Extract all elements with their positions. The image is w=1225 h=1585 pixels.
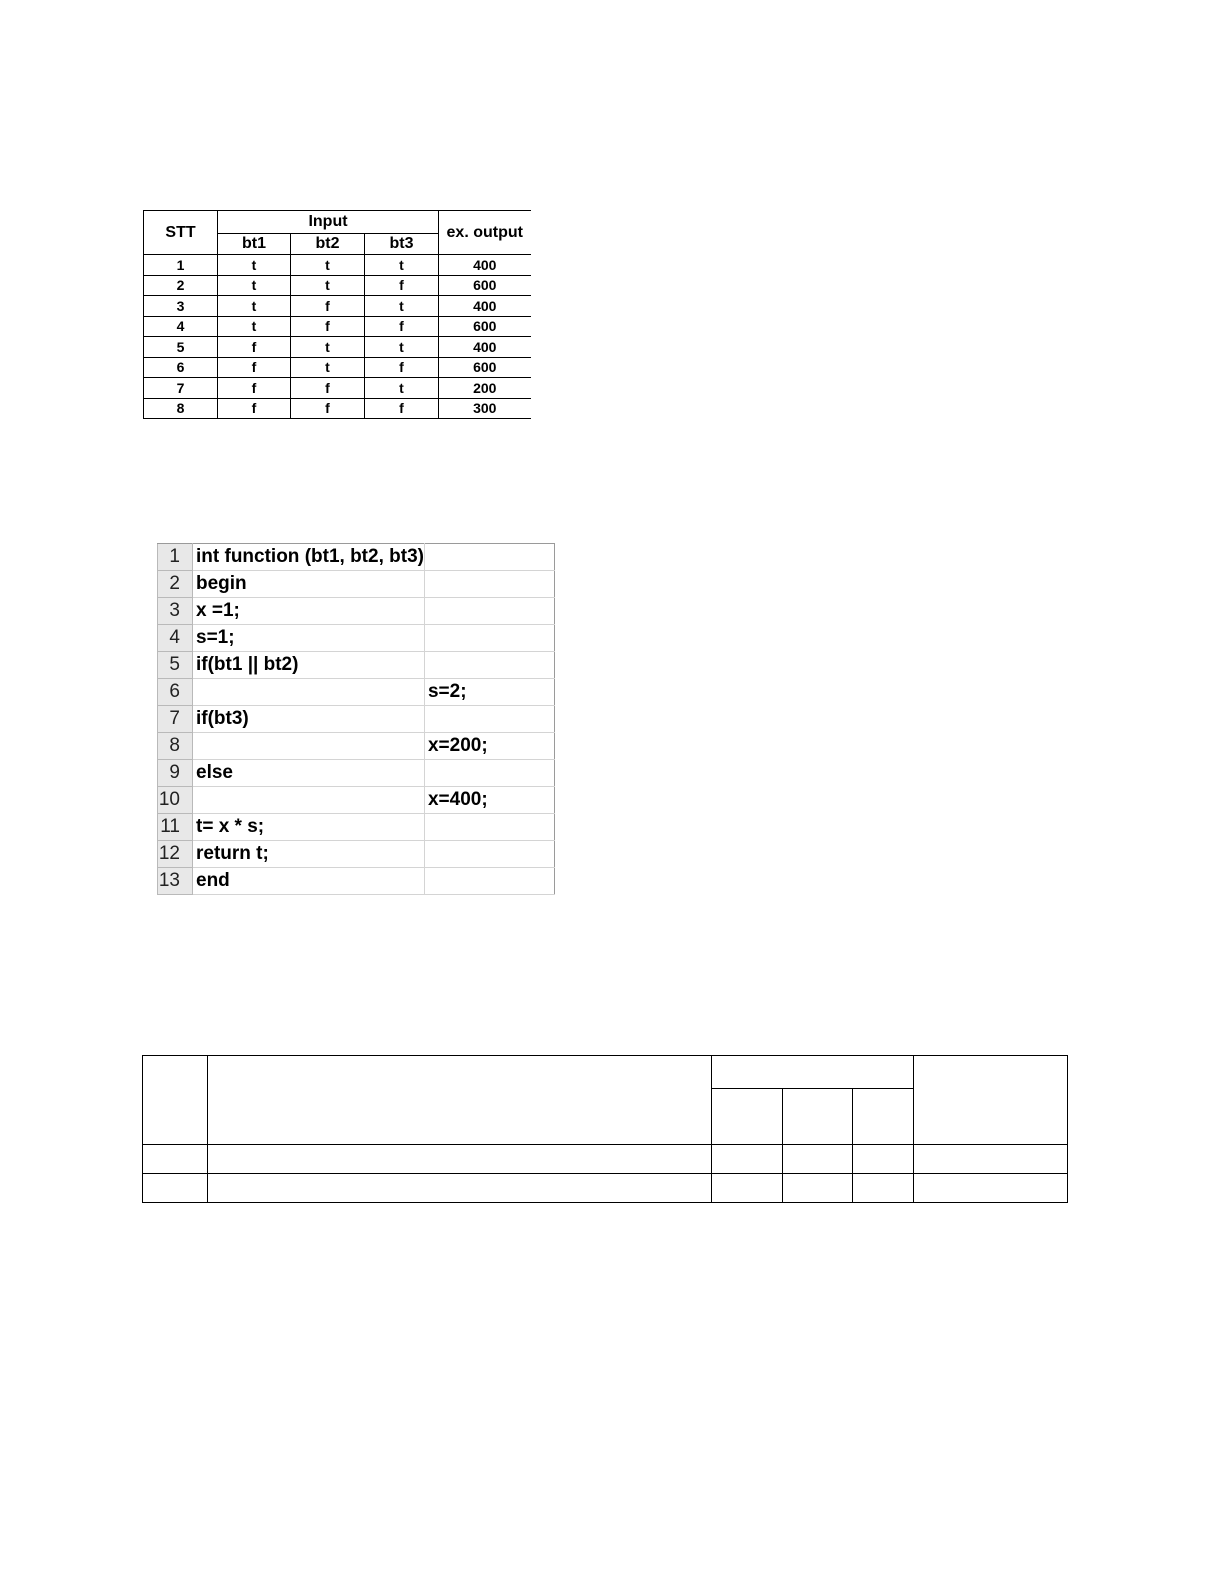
code-cell-a: [193, 733, 425, 760]
empty-cell: [914, 1145, 1068, 1174]
empty-subheader-cell: [712, 1089, 783, 1145]
table-cell: 600: [439, 357, 531, 378]
line-number: 4: [158, 625, 193, 652]
empty-cell: [208, 1145, 712, 1174]
code-cell-b: x=200;: [424, 733, 554, 760]
test-case-rows: [144, 255, 531, 419]
code-cell-b: [424, 571, 554, 598]
empty-header-cell: [712, 1056, 914, 1089]
table-row: [144, 296, 531, 317]
code-cell-a: if(bt3): [193, 706, 425, 733]
table-cell: f: [218, 378, 291, 399]
code-line: [158, 787, 555, 814]
test-case-table-image: [143, 210, 531, 419]
code-cell-a: else: [193, 760, 425, 787]
code-cell-b: [424, 625, 554, 652]
table-cell: 4: [144, 316, 218, 337]
table-cell: 600: [439, 316, 531, 337]
code-listing-table: [157, 543, 555, 895]
table-cell: 7: [144, 378, 218, 399]
table-cell: f: [218, 357, 291, 378]
table-cell: f: [291, 296, 365, 317]
empty-cell: [143, 1174, 208, 1203]
code-cell-b: [424, 760, 554, 787]
table-cell: f: [291, 398, 365, 419]
empty-header-cell: [143, 1056, 208, 1145]
line-number: 9: [158, 760, 193, 787]
code-cell-b: [424, 868, 554, 895]
code-line: [158, 868, 555, 895]
empty-cell: [208, 1174, 712, 1203]
empty-subheader-cell: [853, 1089, 914, 1145]
empty-answer-table: [142, 1055, 1068, 1203]
table-cell: f: [291, 378, 365, 399]
table-cell: t: [218, 275, 291, 296]
code-cell-a: [193, 787, 425, 814]
empty-header-cell: [208, 1056, 712, 1145]
table-cell: t: [365, 378, 439, 399]
code-cell-b: x=400;: [424, 787, 554, 814]
empty-table: [142, 1055, 1068, 1203]
line-number: 6: [158, 679, 193, 706]
code-listing-image: [157, 543, 555, 895]
header-stt: STT: [144, 211, 218, 255]
code-cell-b: [424, 841, 554, 868]
table-cell: 1: [144, 255, 218, 276]
header-input: Input: [218, 211, 439, 234]
code-lines: [158, 544, 555, 895]
empty-cell: [712, 1145, 783, 1174]
table-cell: t: [291, 275, 365, 296]
code-cell-a: s=1;: [193, 625, 425, 652]
table-row: [144, 378, 531, 399]
code-line: [158, 706, 555, 733]
test-case-table: [143, 210, 531, 419]
table-cell: t: [365, 296, 439, 317]
code-cell-b: [424, 814, 554, 841]
table-cell: 3: [144, 296, 218, 317]
code-line: [158, 544, 555, 571]
code-cell-b: [424, 652, 554, 679]
table-cell: t: [291, 337, 365, 358]
code-cell-b: [424, 598, 554, 625]
header-output: ex. output: [439, 211, 531, 255]
code-cell-b: [424, 544, 554, 571]
table-cell: t: [365, 255, 439, 276]
table-cell: 300: [439, 398, 531, 419]
table-cell: 400: [439, 255, 531, 276]
table-cell: f: [218, 398, 291, 419]
line-number: 13: [158, 868, 193, 895]
code-cell-b: [424, 706, 554, 733]
code-line: [158, 733, 555, 760]
code-cell-b: s=2;: [424, 679, 554, 706]
empty-cell: [853, 1145, 914, 1174]
table-cell: f: [365, 316, 439, 337]
table-cell: t: [291, 255, 365, 276]
line-number: 2: [158, 571, 193, 598]
header-bt2: bt2: [291, 234, 365, 255]
table-cell: 2: [144, 275, 218, 296]
table-cell: 200: [439, 378, 531, 399]
line-number: 1: [158, 544, 193, 571]
table-row: [143, 1145, 1068, 1174]
table-cell: 400: [439, 296, 531, 317]
code-line: [158, 760, 555, 787]
code-cell-a: if(bt1 || bt2): [193, 652, 425, 679]
table-cell: t: [218, 255, 291, 276]
line-number: 5: [158, 652, 193, 679]
line-number: 12: [158, 841, 193, 868]
table-cell: 400: [439, 337, 531, 358]
table-cell: f: [365, 357, 439, 378]
table-cell: f: [218, 337, 291, 358]
table-cell: 8: [144, 398, 218, 419]
table-cell: t: [365, 337, 439, 358]
line-number: 3: [158, 598, 193, 625]
table-row: [144, 337, 531, 358]
code-line: [158, 652, 555, 679]
table-cell: t: [218, 296, 291, 317]
table-row: [144, 357, 531, 378]
empty-header-cell: [914, 1056, 1068, 1145]
empty-cell: [783, 1174, 853, 1203]
code-cell-a: return t;: [193, 841, 425, 868]
header-bt1: bt1: [218, 234, 291, 255]
table-row: [144, 275, 531, 296]
line-number: 8: [158, 733, 193, 760]
table-cell: f: [365, 398, 439, 419]
table-row: [143, 1174, 1068, 1203]
line-number: 11: [158, 814, 193, 841]
code-line: [158, 679, 555, 706]
empty-cell: [712, 1174, 783, 1203]
table-cell: f: [365, 275, 439, 296]
line-number: 7: [158, 706, 193, 733]
code-line: [158, 598, 555, 625]
table-cell: t: [218, 316, 291, 337]
code-line: [158, 625, 555, 652]
code-cell-a: end: [193, 868, 425, 895]
code-line: [158, 814, 555, 841]
header-bt3: bt3: [365, 234, 439, 255]
table-cell: 6: [144, 357, 218, 378]
table-cell: 5: [144, 337, 218, 358]
empty-cell: [783, 1145, 853, 1174]
table-row: [144, 316, 531, 337]
table-row: [144, 255, 531, 276]
code-cell-a: int function (bt1, bt2, bt3): [193, 544, 425, 571]
empty-cell: [853, 1174, 914, 1203]
table-cell: 600: [439, 275, 531, 296]
table-cell: f: [291, 316, 365, 337]
code-cell-a: [193, 679, 425, 706]
line-number: 10: [158, 787, 193, 814]
empty-cell: [143, 1145, 208, 1174]
table-cell: t: [291, 357, 365, 378]
code-cell-a: x =1;: [193, 598, 425, 625]
code-line: [158, 841, 555, 868]
table-row: [144, 398, 531, 419]
empty-subheader-cell: [783, 1089, 853, 1145]
code-cell-a: t= x * s;: [193, 814, 425, 841]
code-line: [158, 571, 555, 598]
code-cell-a: begin: [193, 571, 425, 598]
empty-cell: [914, 1174, 1068, 1203]
